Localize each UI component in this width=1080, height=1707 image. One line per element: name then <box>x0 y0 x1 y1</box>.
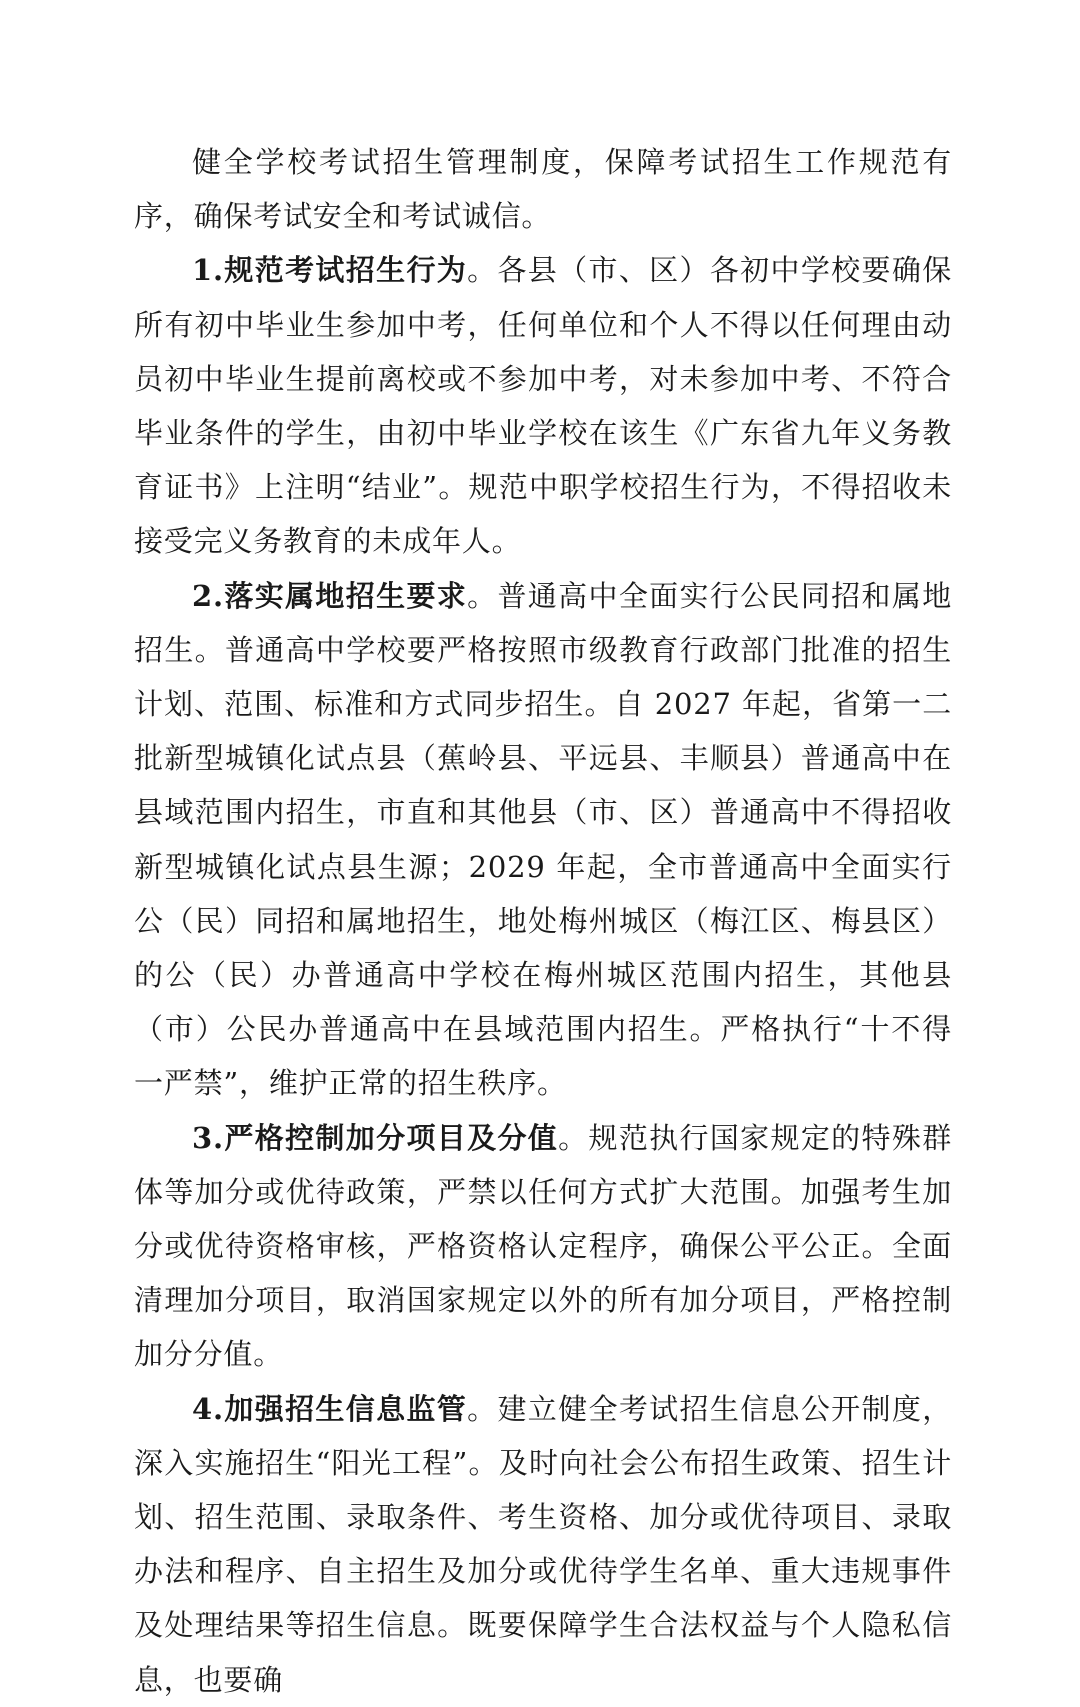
paragraph-item-3 <box>134 1111 952 1382</box>
paragraph-text: 健全学校考试招生管理制度，保障考试招生工作规范有序，确保考试安全和考试诚信。 <box>134 145 952 234</box>
paragraph-item-1 <box>134 243 952 568</box>
paragraph-text: 。普通高中全面实行公民同招和属地招生。普通高中学校要严格按照市级教育行政部门批准的招生计划、范围、标准和方式同步招生。自 2027 年起，省第一二批新型城镇化试点县（蕉岭县、平远县、丰顺县）普通高中在县域范围内招生，市直和其他县（市、区）普通高中不得招收新型城镇化试点县生源；2029 年起，全市普通高中全面实行公（民）同招和属地招生，地处梅州城区（梅江区、梅县区）的公（民）办普通高中学校在梅州城区范围内招生，其他县（市）公民办普通高中在县域范围内招生。严格执行“十不得一严禁”，维护正常的招生秩序。 <box>134 578 952 1101</box>
paragraph-item-4 <box>134 1382 952 1707</box>
paragraph-intro <box>134 135 952 243</box>
paragraph-text: 。各县（市、区）各初中学校要确保所有初中毕业生参加中考，任何单位和个人不得以任何理由动员初中毕业生提前离校或不参加中考，对未参加中考、不符合毕业条件的学生，由初中毕业学校在该生《广东省九年义务教育证书》上注明“结业”。规范中职学校招生行为，不得招收未接受完义务教育的未成年人。 <box>134 253 952 559</box>
paragraph-heading: 4.加强招生信息监管 <box>192 1391 468 1426</box>
paragraph-text: 。建立健全考试招生信息公开制度，深入实施招生“阳光工程”。及时向社会公布招生政策、招生计划、招生范围、录取条件、考生资格、加分或优待项目、录取办法和程序、自主招生及加分或优待学生名单、重大违规事件及处理结果等招生信息。既要保障学生合法权益与个人隐私信息，也要确 <box>134 1391 952 1697</box>
paragraph-heading: 3.严格控制加分项目及分值 <box>192 1120 559 1155</box>
paragraph-item-2 <box>134 569 952 1111</box>
paragraph-heading: 1.规范考试招生行为 <box>192 253 468 288</box>
paragraph-heading: 2.落实属地招生要求 <box>192 578 468 613</box>
paragraph-text: 。规范执行国家规定的特殊群体等加分或优待政策，严禁以任何方式扩大范围。加强考生加分或优待资格审核，严格资格认定程序，确保公平公正。全面清理加分项目，取消国家规定以外的所有加分项目，严格控制加分分值。 <box>134 1120 952 1372</box>
